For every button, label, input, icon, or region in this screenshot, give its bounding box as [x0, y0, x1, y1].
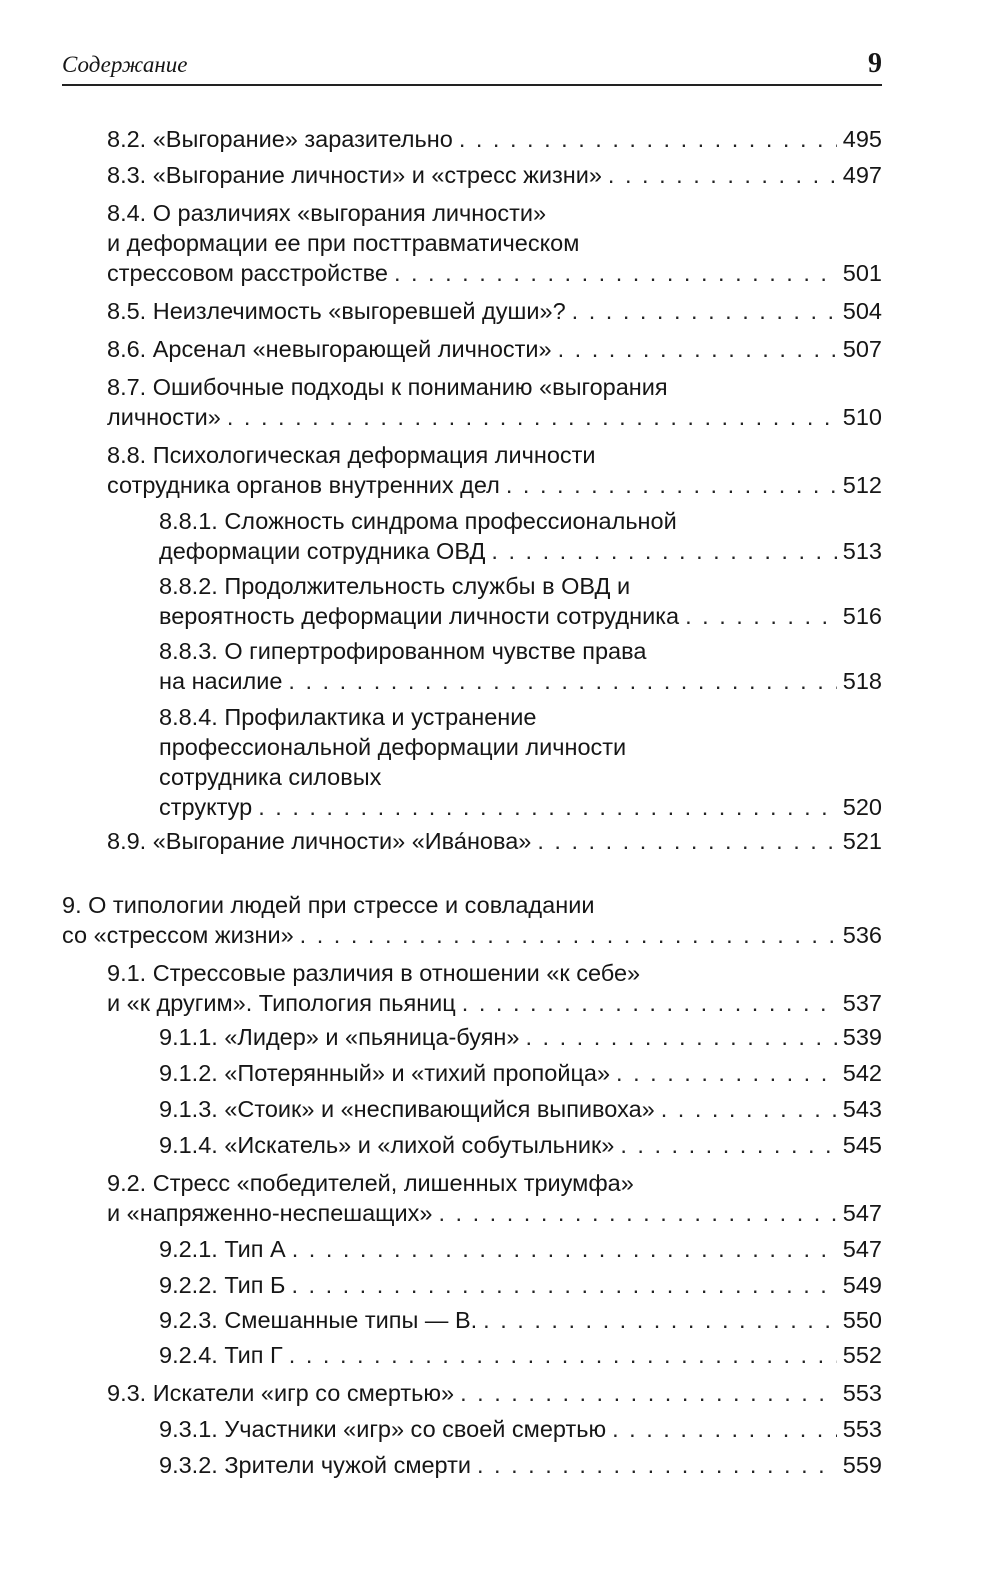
toc-entry-last-line: [159, 1022, 882, 1052]
toc-entry-line: 8.8. Психологическая деформация личности: [107, 442, 596, 468]
dot-leader: [462, 988, 837, 1018]
dot-leader: [558, 334, 837, 364]
toc-page-number: 553: [842, 1380, 882, 1406]
toc-entry-line: 9.1. Стрессовые различия в отношении «к себе»: [107, 960, 641, 986]
running-head: Содержание: [62, 52, 188, 77]
toc-entry-title: 8.2. «Выгорание» заразительно: [107, 126, 453, 152]
toc-entry-title: 9.1.4. «Искатель» и «лихой собутыльник»: [159, 1132, 615, 1158]
toc-entry: [107, 372, 882, 432]
toc-entry-title: стрессовом расстройстве: [107, 260, 388, 286]
toc-entry: [107, 296, 882, 326]
dot-leader: [608, 160, 837, 190]
toc-entry-last-line: [159, 1450, 882, 1480]
toc-entry-title: 8.6. Арсенал «невыгорающей личности»: [107, 336, 552, 362]
dot-leader: [258, 792, 837, 822]
toc-entry: [107, 1168, 882, 1228]
dot-leader: [685, 601, 837, 631]
toc-entry-last-line: [159, 1270, 882, 1300]
toc-page-number: 516: [842, 603, 882, 629]
toc-entry-line: и деформации ее при посттравматическом: [107, 230, 580, 256]
toc-entry-title: 9.3. Искатели «игр со смертью»: [107, 1380, 455, 1406]
dot-leader: [525, 1022, 836, 1052]
toc-entry-line: 8.8.1. Сложность синдрома профессиональной: [159, 508, 677, 534]
toc-entry: [107, 958, 882, 1018]
toc-entry-last-line: [159, 1130, 882, 1160]
toc-entry-title: сотрудника органов внутренних дел: [107, 472, 500, 498]
toc-entry-line: 8.4. О различиях «выгорания личности»: [107, 200, 547, 226]
toc-page-number: 520: [842, 794, 882, 820]
toc-entry-line: 9. О типологии людей при стрессе и совладании: [62, 892, 595, 918]
toc-entry-line: 8.8.2. Продолжительность службы в ОВД и: [159, 573, 631, 599]
dot-leader: [477, 1450, 837, 1480]
toc-page-number: 542: [842, 1060, 882, 1086]
toc-page-number: 504: [842, 298, 882, 324]
toc-entry-line: 8.8.3. О гипертрофированном чувстве права: [159, 638, 647, 664]
toc-page-number: 550: [842, 1307, 882, 1333]
dot-leader: [438, 1198, 836, 1228]
toc-entry: [159, 1022, 882, 1052]
toc-entry: [107, 124, 882, 154]
toc-entry-title: 8.5. Неизлечимость «выгоревшей души»?: [107, 298, 566, 324]
toc-entry-title: 9.1.3. «Стоик» и «неспивающийся выпивоха»: [159, 1096, 655, 1122]
toc-entry-last-line: [107, 1198, 882, 1228]
dot-leader: [612, 1414, 837, 1444]
dot-leader: [661, 1094, 837, 1124]
toc-entry-title: вероятность деформации личности сотрудника: [159, 603, 680, 629]
toc-page-number: 507: [842, 336, 882, 362]
dot-leader: [460, 1378, 837, 1408]
toc-entry-last-line: [159, 1340, 882, 1370]
toc-entry-last-line: [159, 792, 882, 822]
dot-leader: [572, 296, 837, 326]
toc-entry-last-line: [107, 124, 882, 154]
toc-entry-title: 9.2.4. Тип Г: [159, 1342, 283, 1368]
toc-entry: [159, 1058, 882, 1088]
toc-page-number: 501: [842, 260, 882, 286]
toc-page-number: 547: [842, 1236, 882, 1262]
toc-entry-line: профессиональной деформации личности: [159, 734, 627, 760]
toc-entry: [107, 160, 882, 190]
toc-entry-last-line: [159, 601, 882, 631]
toc-entry: [159, 1450, 882, 1480]
toc-entry: [159, 1094, 882, 1124]
toc-entry: [159, 702, 882, 822]
dot-leader: [459, 124, 837, 154]
toc-entry: [159, 1234, 882, 1264]
dot-leader: [288, 666, 836, 696]
dot-leader: [506, 470, 837, 500]
toc-entry: [159, 1270, 882, 1300]
toc-page-number: 553: [842, 1416, 882, 1442]
toc-entry-last-line: [159, 1234, 882, 1264]
toc-page-number: 545: [842, 1132, 882, 1158]
toc-entry-title: на насилие: [159, 668, 283, 694]
toc-entry-last-line: [159, 1094, 882, 1124]
toc-entry: [107, 1378, 882, 1408]
toc-entry-title: структур: [159, 794, 253, 820]
toc-entry-last-line: [159, 666, 882, 696]
toc-entry: [107, 440, 882, 500]
toc-entry: [107, 198, 882, 288]
dot-leader: [394, 258, 837, 288]
toc-entry-last-line: [107, 160, 882, 190]
dot-leader: [292, 1234, 837, 1264]
dot-leader: [616, 1058, 837, 1088]
toc-page-number: 497: [842, 162, 882, 188]
toc-entry-last-line: [159, 536, 882, 566]
dot-leader: [300, 920, 837, 950]
toc-entry-title: 9.1.1. «Лидер» и «пьяница-буян»: [159, 1024, 520, 1050]
toc-page-number: 518: [842, 668, 882, 694]
toc-page-number: 512: [842, 472, 882, 498]
toc-entry: [159, 506, 882, 566]
toc-entry-title: 9.2.3. Смешанные типы — В.: [159, 1307, 478, 1333]
toc-entry: [159, 1340, 882, 1370]
dot-leader: [620, 1130, 836, 1160]
toc-page-number: 559: [842, 1452, 882, 1478]
toc-entry-last-line: [107, 402, 882, 432]
dot-leader: [289, 1340, 837, 1370]
toc-entry-last-line: [159, 1305, 882, 1335]
toc-page-number: 547: [842, 1200, 882, 1226]
toc-page-number: 543: [842, 1096, 882, 1122]
toc-page-number: 537: [842, 990, 882, 1016]
toc-entry: [107, 334, 882, 364]
toc-entry-last-line: [159, 1414, 882, 1444]
toc-entry-title: и «напряженно-неспешащих»: [107, 1200, 433, 1226]
toc-entry-last-line: [62, 920, 882, 950]
toc-page-number: 521: [842, 828, 882, 854]
toc-entry-line: 8.8.4. Профилактика и устранение: [159, 704, 537, 730]
toc-entry-last-line: [107, 296, 882, 326]
toc-entry-line: 8.7. Ошибочные подходы к пониманию «выгорания: [107, 374, 668, 400]
toc-entry-title: деформации сотрудника ОВД: [159, 538, 486, 564]
toc-entry: [159, 636, 882, 696]
toc-entry-line: 9.2. Стресс «победителей, лишенных триумфа»: [107, 1170, 634, 1196]
toc-entry-last-line: [159, 1058, 882, 1088]
toc-page-number: 549: [842, 1272, 882, 1298]
dot-leader: [537, 826, 836, 856]
toc-entry: [159, 571, 882, 631]
toc-entry-title: 8.3. «Выгорание личности» и «стресс жизни»: [107, 162, 602, 188]
dot-leader: [291, 1270, 836, 1300]
toc-entry-title: и «к другим». Типология пьяниц: [107, 990, 456, 1016]
toc-entry-last-line: [107, 258, 882, 288]
toc-page-number: 510: [842, 404, 882, 430]
toc-entry-line: сотрудника силовых: [159, 764, 382, 790]
toc-entry: [62, 890, 882, 950]
toc-entry-last-line: [107, 334, 882, 364]
toc-entry-title: 9.3.1. Участники «игр» со своей смертью: [159, 1416, 607, 1442]
toc-entry: [159, 1130, 882, 1160]
toc-page-number: 536: [842, 922, 882, 948]
toc-entry-title: 8.9. «Выгорание личности» «Ива́нова»: [107, 828, 532, 854]
toc-page-number: 513: [842, 538, 882, 564]
toc-entry-title: личности»: [107, 404, 221, 430]
toc-page-number: 495: [842, 126, 882, 152]
toc-entry-title: 9.3.2. Зрители чужой смерти: [159, 1452, 471, 1478]
toc-entry-title: со «стрессом жизни»: [62, 922, 294, 948]
toc-entry-title: 9.2.2. Тип Б: [159, 1272, 286, 1298]
toc-entry-last-line: [107, 1378, 882, 1408]
toc-entry-last-line: [107, 826, 882, 856]
page-header: [62, 40, 882, 86]
toc-page-number: 539: [842, 1024, 882, 1050]
dot-leader: [483, 1305, 837, 1335]
toc-entry: [159, 1305, 882, 1335]
toc-page-number: 552: [842, 1342, 882, 1368]
toc-entry: [107, 826, 882, 856]
dot-leader: [227, 402, 837, 432]
toc-entry-last-line: [107, 988, 882, 1018]
page-number: 9: [868, 48, 882, 79]
toc-entry-title: 9.1.2. «Потерянный» и «тихий пропойца»: [159, 1060, 611, 1086]
dot-leader: [491, 536, 836, 566]
toc-entry-title: 9.2.1. Тип А: [159, 1236, 286, 1262]
toc-entry: [159, 1414, 882, 1444]
toc-entry-last-line: [107, 470, 882, 500]
